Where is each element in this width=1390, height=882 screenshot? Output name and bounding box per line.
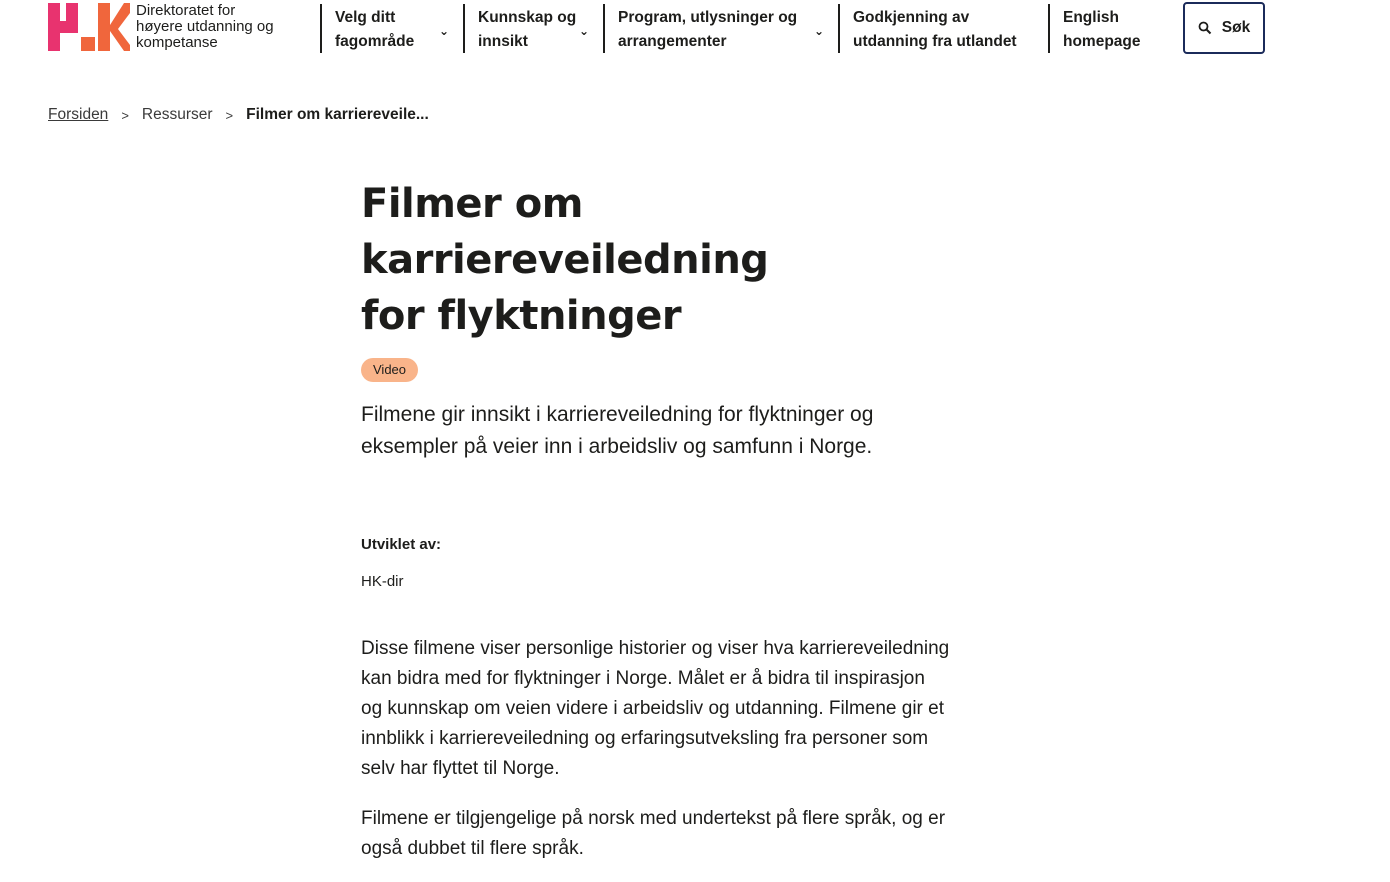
nav-item-kunnskap[interactable]	[463, 4, 603, 53]
site-header	[0, 0, 1390, 60]
search-button[interactable]	[1183, 2, 1265, 54]
breadcrumb-link-ressurser[interactable]: Ressurser	[141, 106, 213, 123]
nav-item-english[interactable]	[1048, 4, 1183, 53]
page-title: Filmer om karriereveiledning for flyktninger	[361, 181, 769, 339]
hk-dir-logo-icon	[48, 3, 130, 51]
developed-by-label: Utviklet av:	[361, 536, 442, 553]
chevron-down-icon: ⌄	[813, 24, 824, 38]
logo[interactable]	[48, 3, 276, 51]
logo-text: Direktoratet for høyere utdanning og kompetanse	[136, 2, 274, 51]
breadcrumb-separator: >	[225, 107, 234, 123]
nav-item-label: Kunnskap og innsikt	[478, 9, 577, 50]
chevron-down-icon: ⌄	[578, 24, 589, 38]
nav-item-label: Velg ditt fagområde	[335, 9, 415, 50]
content-type-badge: Video	[361, 358, 418, 382]
breadcrumb-link-forsiden[interactable]: Forsiden	[48, 106, 109, 123]
body-paragraph: Filmene er tilgjengelige på norsk med undertekst på flere språk, og er også dubbet til flere språk.	[361, 808, 946, 859]
nav-item-label: Program, utlysninger og arrangementer	[618, 9, 798, 50]
breadcrumb	[48, 106, 429, 124]
search-icon	[1198, 21, 1212, 35]
nav-item-program[interactable]	[603, 4, 838, 53]
nav-item-label: English homepage	[1063, 9, 1141, 50]
article	[361, 176, 961, 864]
body-paragraph: Disse filmene viser personlige historier og viser hva karriereveiledning kan bidra med for flyktninger i Norge. Målet er å bidra til inspirasjon og kunnskap om veien videre i arbeidsliv og utdanning. Filmene gir et innblikk i karriereveiledning og erfaringsutveksling fra personer som selv har flyttet til Norge.	[361, 638, 950, 779]
search-button-label: Søk	[1221, 19, 1251, 36]
chevron-down-icon: ⌄	[438, 24, 449, 38]
main-nav	[320, 4, 1183, 53]
nav-item-godkjenning[interactable]	[838, 4, 1048, 53]
article-body	[361, 634, 951, 864]
nav-item-label: Godkjenning av utdanning fra utlandet	[853, 9, 1017, 50]
breadcrumb-separator: >	[121, 107, 129, 123]
lead-text: Filmene gir innsikt i karriereveiledning for flyktninger og eksempler på veier inn i arbeidsliv og samfunn i Norge.	[361, 403, 874, 458]
nav-item-fagomrade[interactable]	[320, 4, 463, 53]
breadcrumb-current: Filmer om karriereveile...	[246, 106, 429, 123]
developed-by-value: HK-dir	[361, 573, 404, 590]
